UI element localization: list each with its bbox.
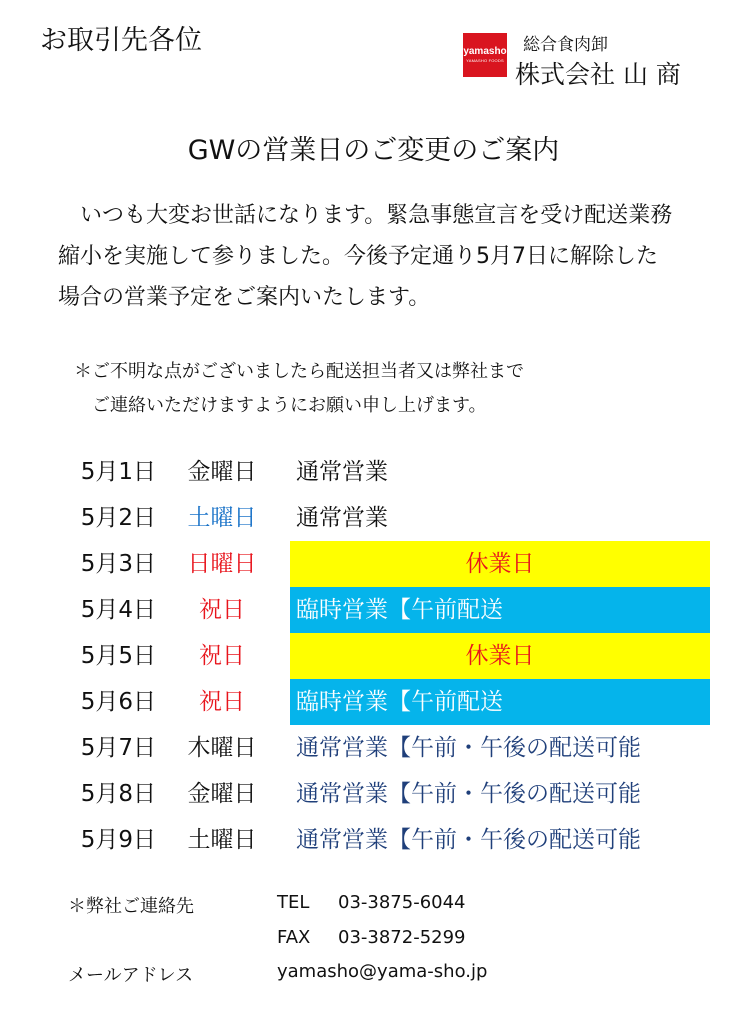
- schedule-row: [0, 633, 747, 679]
- tel-number: 03-3875-6044: [338, 892, 466, 913]
- schedule-status: 通常営業【午前・午後の配送可能: [296, 735, 641, 761]
- schedule-row: [0, 541, 747, 587]
- schedule-day: 日曜日: [187, 551, 257, 577]
- schedule-row: [0, 771, 747, 817]
- schedule-date: 5月7日: [80, 735, 156, 761]
- schedule-status: 通常営業: [296, 459, 388, 485]
- schedule-date: 5月4日: [80, 597, 156, 623]
- schedule-status: 臨時営業【午前配送: [290, 679, 710, 725]
- schedule-day: 土曜日: [187, 505, 257, 531]
- schedule-date: 5月3日: [80, 551, 156, 577]
- schedule-date: 5月6日: [80, 689, 156, 715]
- email-address: yamasho@yama-sho.jp: [277, 961, 488, 982]
- schedule-day: 金曜日: [187, 459, 257, 485]
- logo-subtext: YAMASHO FOODS: [466, 58, 504, 63]
- logo-text: yamasho: [463, 46, 507, 57]
- schedule-status: 休業日: [290, 633, 710, 679]
- recipient-heading: お取引先各位: [40, 25, 202, 56]
- inquiry-note: ＊ご不明な点がございましたら配送担当者又は弊社まで ご連絡いただけますようにお願い申し上げます。: [74, 361, 524, 416]
- schedule-date: 5月5日: [80, 643, 156, 669]
- company-name: 株式会社 山 商: [515, 60, 681, 89]
- fax-number: 03-3872-5299: [338, 927, 466, 948]
- schedule-day: 祝日: [199, 597, 245, 623]
- schedule-day: 土曜日: [187, 827, 257, 853]
- schedule-status: 通常営業【午前・午後の配送可能: [296, 781, 641, 807]
- body-paragraph: いつも大変お世話になります。緊急事態宣言を受け配送業務 縮小を実施して参りました。今後予定通り5月7日に解除した 場合の営業予定をご案内いたします。: [58, 203, 673, 310]
- schedule-status: 通常営業【午前・午後の配送可能: [296, 827, 641, 853]
- fax-label: FAX: [277, 927, 311, 948]
- schedule-status: 通常営業: [296, 505, 388, 531]
- schedule-row: [0, 587, 747, 633]
- company-subtitle: 総合食肉卸: [523, 35, 608, 55]
- schedule-row: [0, 817, 747, 863]
- schedule-status: 臨時営業【午前配送: [290, 587, 710, 633]
- schedule-day: 祝日: [199, 643, 245, 669]
- document-title: GWの営業日のご変更のご案内: [187, 135, 560, 166]
- schedule-date: 5月1日: [80, 459, 156, 485]
- schedule-row: [0, 495, 747, 541]
- schedule-date: 5月8日: [80, 781, 156, 807]
- email-label: メールアドレス: [68, 965, 194, 986]
- schedule-date: 5月2日: [80, 505, 156, 531]
- schedule-row: [0, 449, 747, 495]
- schedule-date: 5月9日: [80, 827, 156, 853]
- company-logo: [463, 33, 507, 77]
- schedule-day: 祝日: [199, 689, 245, 715]
- schedule-row: [0, 725, 747, 771]
- schedule-day: 金曜日: [187, 781, 257, 807]
- contact-label: ＊弊社ご連絡先: [68, 896, 194, 917]
- schedule-row: [0, 679, 747, 725]
- schedule-day: 木曜日: [187, 735, 257, 761]
- tel-label: TEL: [277, 892, 310, 913]
- schedule-status: 休業日: [290, 541, 710, 587]
